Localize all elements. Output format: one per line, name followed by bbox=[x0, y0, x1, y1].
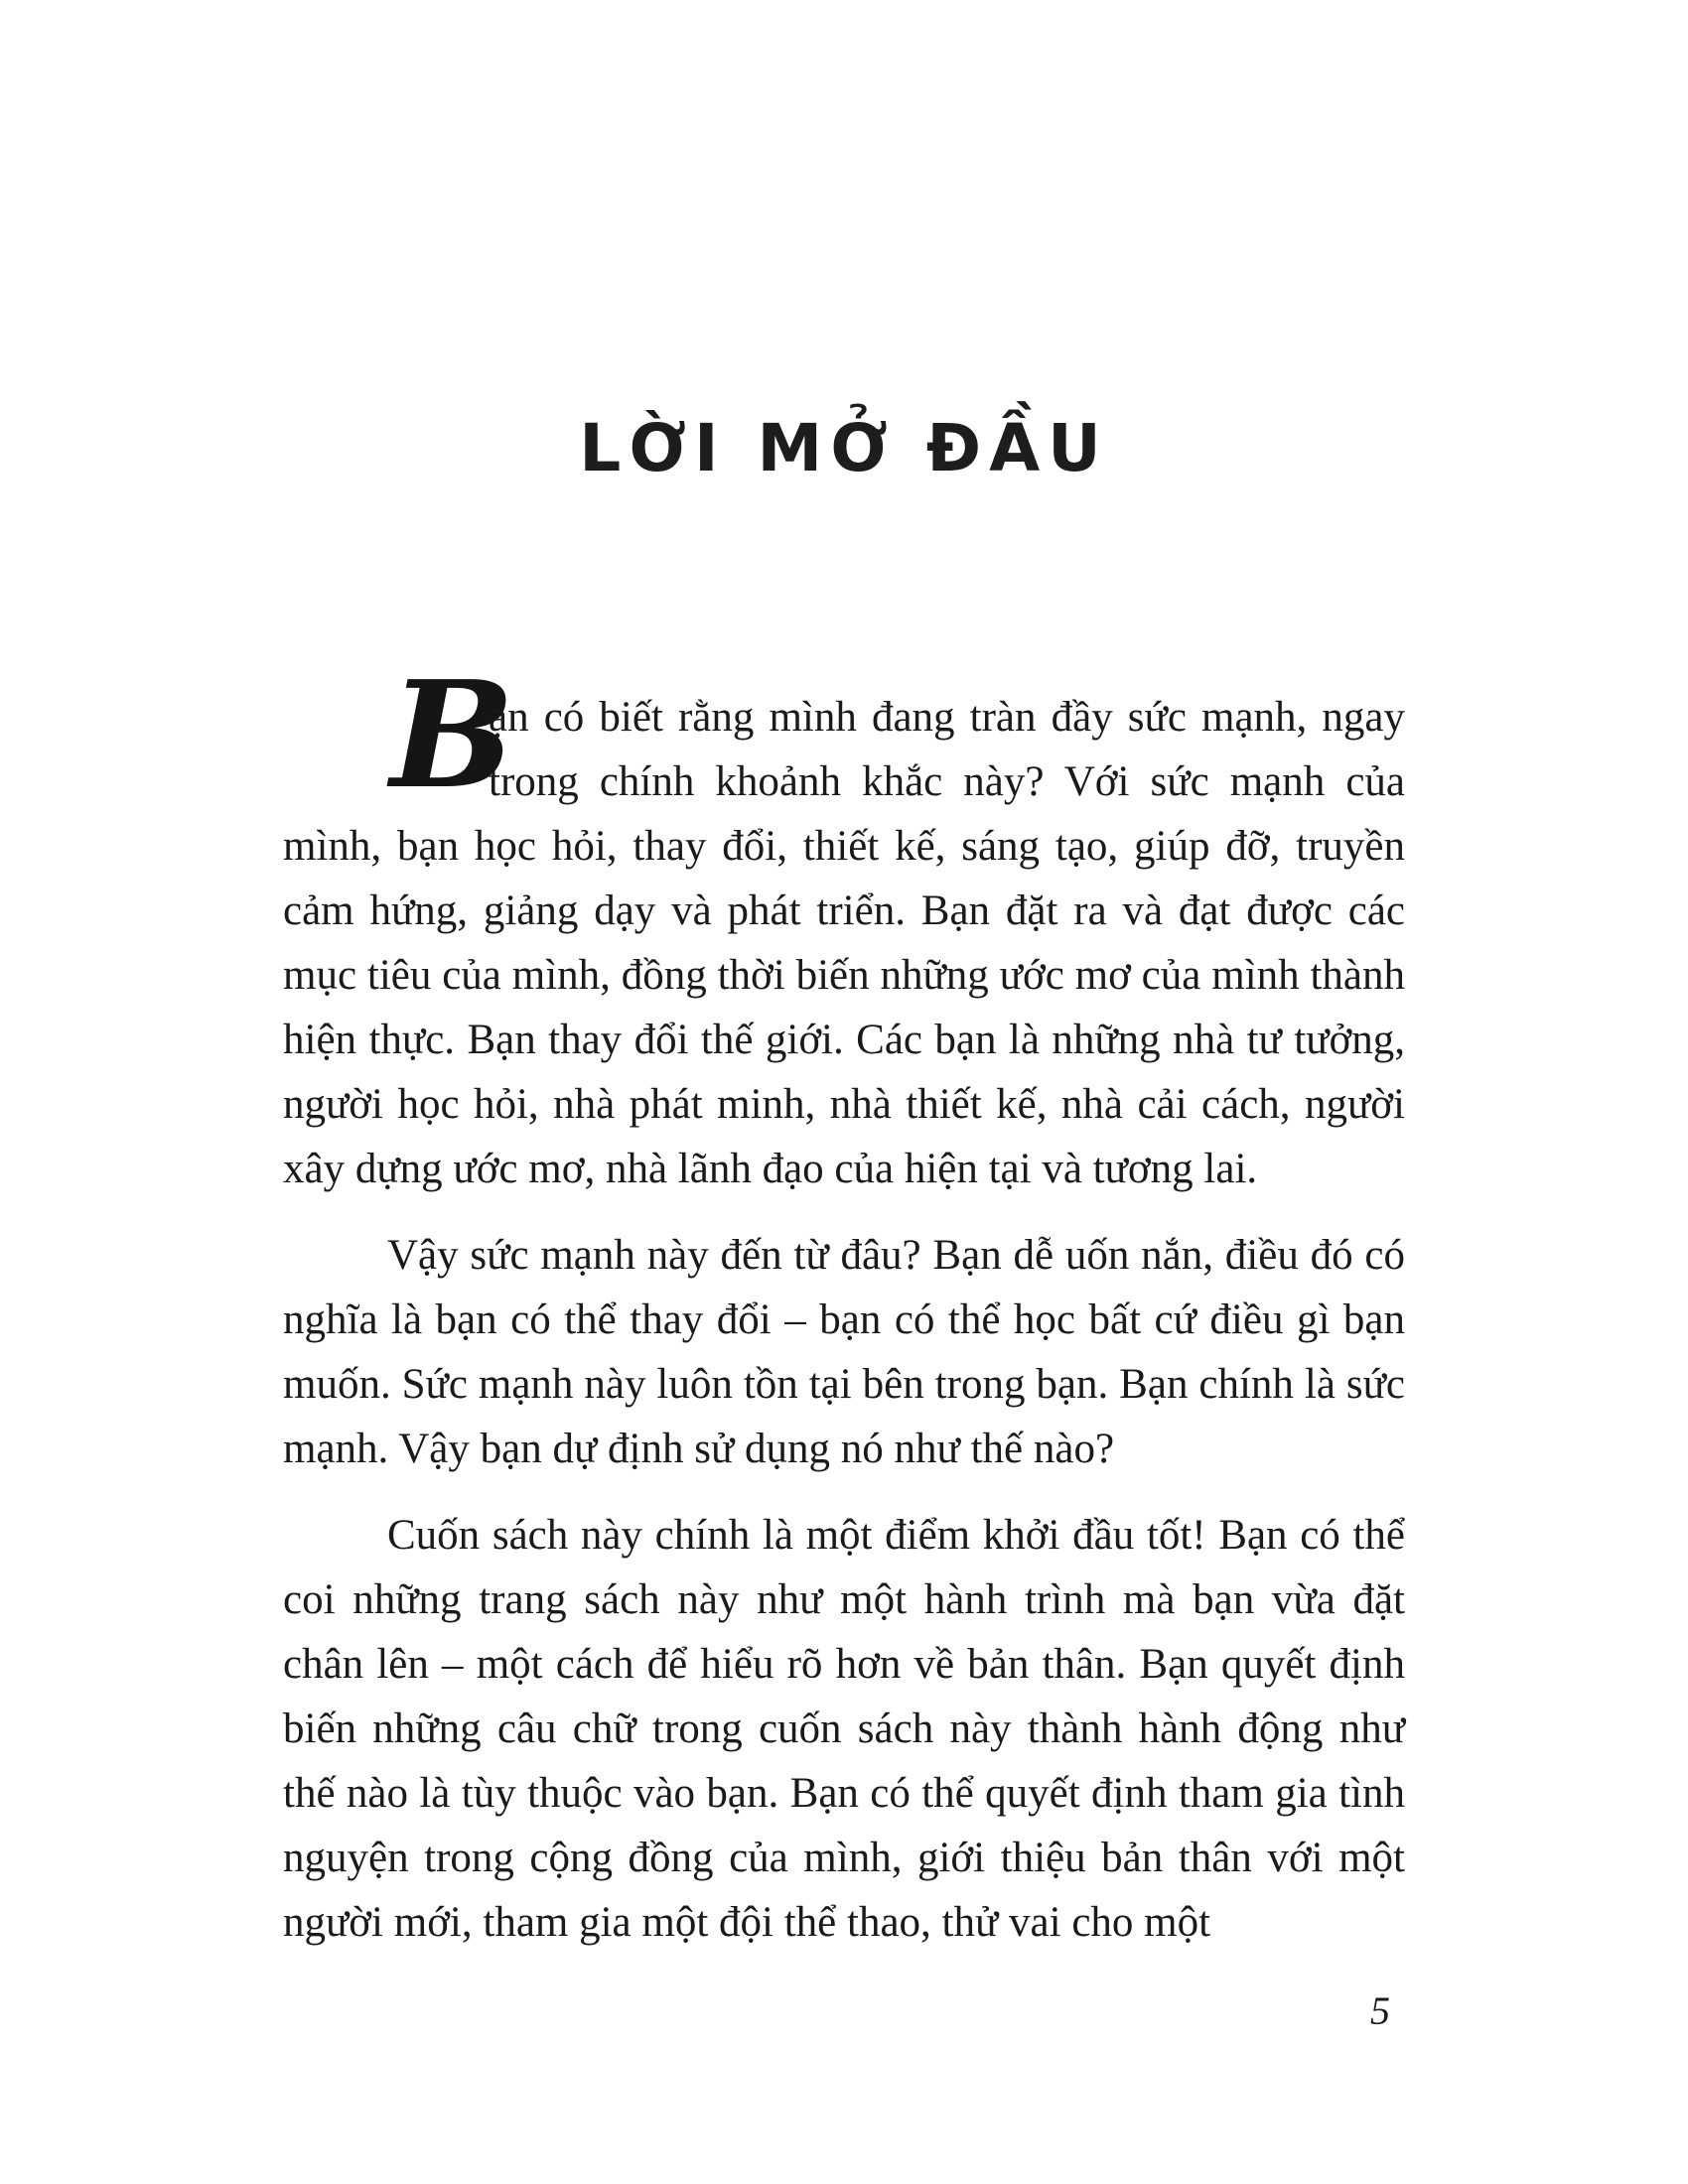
dropcap-letter: B bbox=[390, 648, 515, 821]
chapter-title: LỜI MỞ ĐẦU bbox=[579, 410, 1109, 486]
paragraph-1 bbox=[283, 648, 1405, 1201]
page-number: 5 bbox=[1370, 1988, 1390, 2033]
body-text bbox=[283, 648, 1405, 1955]
paragraph-2: Vậy sức mạnh này đến từ đâu? Bạn dễ uốn nắn, điều đó có nghĩa là bạn có thể thay đổi – bạn có thể học bất cứ điều gì bạn muốn. Sức mạnh này luôn tồn tại bên trong bạn. Bạn chính là sức mạnh. Vậy bạn dự định sử dụng nó như thế nào? bbox=[283, 1232, 1405, 1472]
paragraph-3: Cuốn sách này chính là một điểm khởi đầu tốt! Bạn có thể coi những trang sách này như một hành trình mà bạn vừa đặt chân lên – một cách để hiểu rõ hơn về bản thân. Bạn quyết định biến những câu chữ trong cuốn sách này thành hành động như thế nào là tùy thuộc vào bạn. Bạn có thể quyết định tham gia tình nguyện trong cộng đồng của mình, giới thiệu bản thân với một người mới, tham gia một đội thể thao, thử vai cho một bbox=[283, 1512, 1405, 1946]
paragraph-1-text: ạn có biết rằng mình đang tràn đầy sức mạnh, ngay trong chính khoảnh khắc này? Với sức mạnh của mình, bạn học hỏi, thay đổi, thiết kế, sáng tạo, giúp đỡ, truyền cảm hứng, giảng dạy và phát triển. Bạn đặt ra và đạt được các mục tiêu của mình, đồng thời biến những ước mơ của mình thành hiện thực. Bạn thay đổi thế giới. Các bạn là những nhà tư tưởng, người học hỏi, nhà phát minh, nhà thiết kế, nhà cải cách, người xây dựng ước mơ, nhà lãnh đạo của hiện tại và tương lai. bbox=[283, 694, 1405, 1192]
